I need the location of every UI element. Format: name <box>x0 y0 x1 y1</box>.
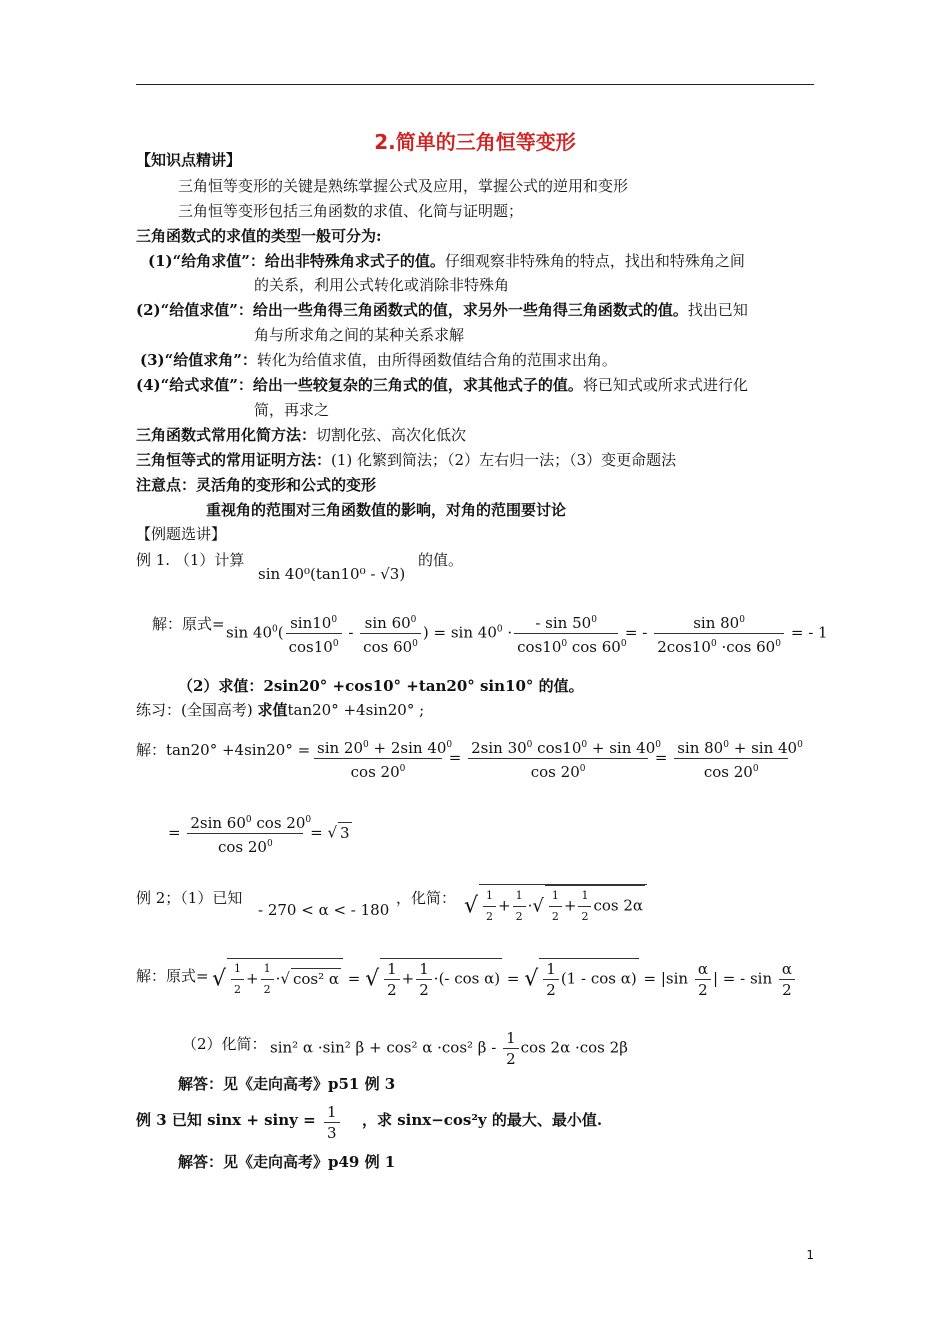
example-1-label: 例 1. （1）计算 <box>136 551 245 569</box>
proof-methods <box>136 450 676 470</box>
example-2-part-2-expr: sin² α ·sin² β + cos² α ·cos² β - $\frac{1}{2}$ cos 2α ·cos 2β <box>270 1029 628 1068</box>
knowledge-line-2: 三角恒等变形包括三角函数的求值、化简与证明题； <box>178 202 524 220</box>
type-2 <box>136 300 748 320</box>
type-4 <box>136 375 748 395</box>
type-4-label: (4)“给式求值”：给出一些较复杂的三角式的值，求其他式子的值。 <box>136 376 583 394</box>
solution-3-math: √ $\frac{1}{2}$ + $\frac{1}{2}$ ·√ cos² α = √ $\frac{1}{2}$ + $\frac{1}{2}$ ·(- cos α) = √ $\frac{1}{2}$ (1 - cos α) = |sin $\frac{\alpha}{2}$ | = - sin $\frac{\alpha}{2}$ <box>212 958 797 1000</box>
type-1-label: (1)“给角求值”：给出非特殊角求式子的值。 <box>148 252 445 270</box>
practice-expr: tan20° +4sin20° ; <box>287 701 425 719</box>
simplify-label: 三角函数式常用化简方法： <box>136 426 317 444</box>
note-1: 注意点：灵活角的变形和公式的变形 <box>136 476 377 494</box>
example-3-tail: ，求 sinx−cos²y 的最大、最小值. <box>362 1111 603 1129</box>
answer-1: 解答：见《走向高考》p51 例 3 <box>178 1075 396 1093</box>
proof-text: (1) 化繁到简法；（2）左右归一法；（3）变更命题法 <box>331 451 677 469</box>
page-number: 1 <box>806 1248 814 1262</box>
type-4-text-2: 简，再求之 <box>254 401 330 419</box>
answer-2: 解答：见《走向高考》p49 例 1 <box>178 1153 396 1171</box>
solution-1-label: 解：原式= <box>152 615 225 633</box>
header-rule <box>136 84 814 85</box>
example-2-label: 例 2；（1）已知 <box>136 889 243 907</box>
practice <box>136 700 424 720</box>
example-2-condition: - 270 < α < - 180 <box>258 901 390 919</box>
example-2-part-2-label: （2）化简： <box>182 1035 267 1053</box>
simplify-text: 切割化弦、高次化低次 <box>316 426 467 444</box>
solution-2-result: = $\frac{2\sin 60^0 \cos 20^0}{\cos 20^0}$ = √ 3 <box>168 810 352 857</box>
example-1-expr: sin 40⁰(tan10⁰ - √3) <box>258 565 406 583</box>
simplify-methods <box>136 425 466 445</box>
solution-1-math: $\sin 40^0$( $\frac{\sin 10^0}{\cos 10^0}$ - $\frac{\sin 60^0}{\cos 60^0}$ ) = $\sin 40^0$ · $\frac{- \sin 50^0}{\cos 10^0 \cos 60^0}$ = - $\frac{\sin 80^0}{2\cos 10^0 \cdot\cos 60^0}$ = - 1 <box>226 610 828 657</box>
knowledge-line-1: 三角恒等变形的关键是熟练掌握公式及应用，掌握公式的逆用和变形 <box>178 177 629 195</box>
example-2-expr: √ $\frac{1}{2}$ + $\frac{1}{2}$ ·√ $\frac{1}{2}$ + $\frac{1}{2}$ cos 2α <box>464 884 647 927</box>
example-1-part-2: （2）求值：2sin20° +cos10° +tan20° sin10° 的值。 <box>178 677 584 695</box>
examples-header: 【例题选讲】 <box>136 525 227 543</box>
example-3-label: 例 3 已知 sinx + siny = <box>136 1111 316 1129</box>
proof-label: 三角恒等式的常用证明方法： <box>136 451 332 469</box>
page-title: 2.简单的三角恒等变形 <box>374 130 576 154</box>
example-1 <box>136 550 244 570</box>
type-2-label: (2)“给值求值”：给出一些角得三角函数式的值，求另外一些角得三角函数式的值。 <box>136 301 688 319</box>
type-2-text-2: 角与所求角之间的某种关系求解 <box>254 326 465 344</box>
type-1 <box>148 251 745 271</box>
example-1-tail: 的值。 <box>418 551 464 569</box>
solution-2-math: $\frac{\sin 20^0 + 2\sin 40^0}{\cos 20^0}$ = $\frac{2\sin 30^0 \cos 10^0 + \sin 40^0}{\cos 20^0}$ = $\frac{\sin 80^0 + \sin 40^0}{\cos 20^0}$ <box>312 735 790 782</box>
type-1-text-2: 的关系，利用公式转化或消除非特殊角 <box>254 276 510 294</box>
solution-3-label: 解：原式= <box>136 967 209 985</box>
type-3-text: 转化为给值求值，由所得函数值结合角的范围求出角。 <box>256 351 617 369</box>
type-2-text: 找出已知 <box>687 301 748 319</box>
knowledge-header: 【知识点精讲】 <box>136 151 242 169</box>
solution-2-label: 解：tan20° +4sin20° = <box>136 741 311 759</box>
type-3 <box>140 350 617 370</box>
example-3-fraction: $\frac{1}{3}$ <box>322 1102 342 1143</box>
type-4-text: 将已知式或所求式进行化 <box>582 376 748 394</box>
type-3-label: (3)“给值求角”： <box>140 351 257 369</box>
example-2-mid: ，化简： <box>396 889 457 907</box>
practice-bold: 求值 <box>257 701 288 719</box>
types-header: 三角函数式的求值的类型一般可分为: <box>136 227 382 245</box>
note-2: 重视角的范围对三角函数值的影响，对角的范围要讨论 <box>206 501 567 519</box>
practice-prefix: 练习：(全国高考) <box>136 701 258 719</box>
type-1-text: 仔细观察非特殊角的特点，找出和特殊角之间 <box>444 252 745 270</box>
